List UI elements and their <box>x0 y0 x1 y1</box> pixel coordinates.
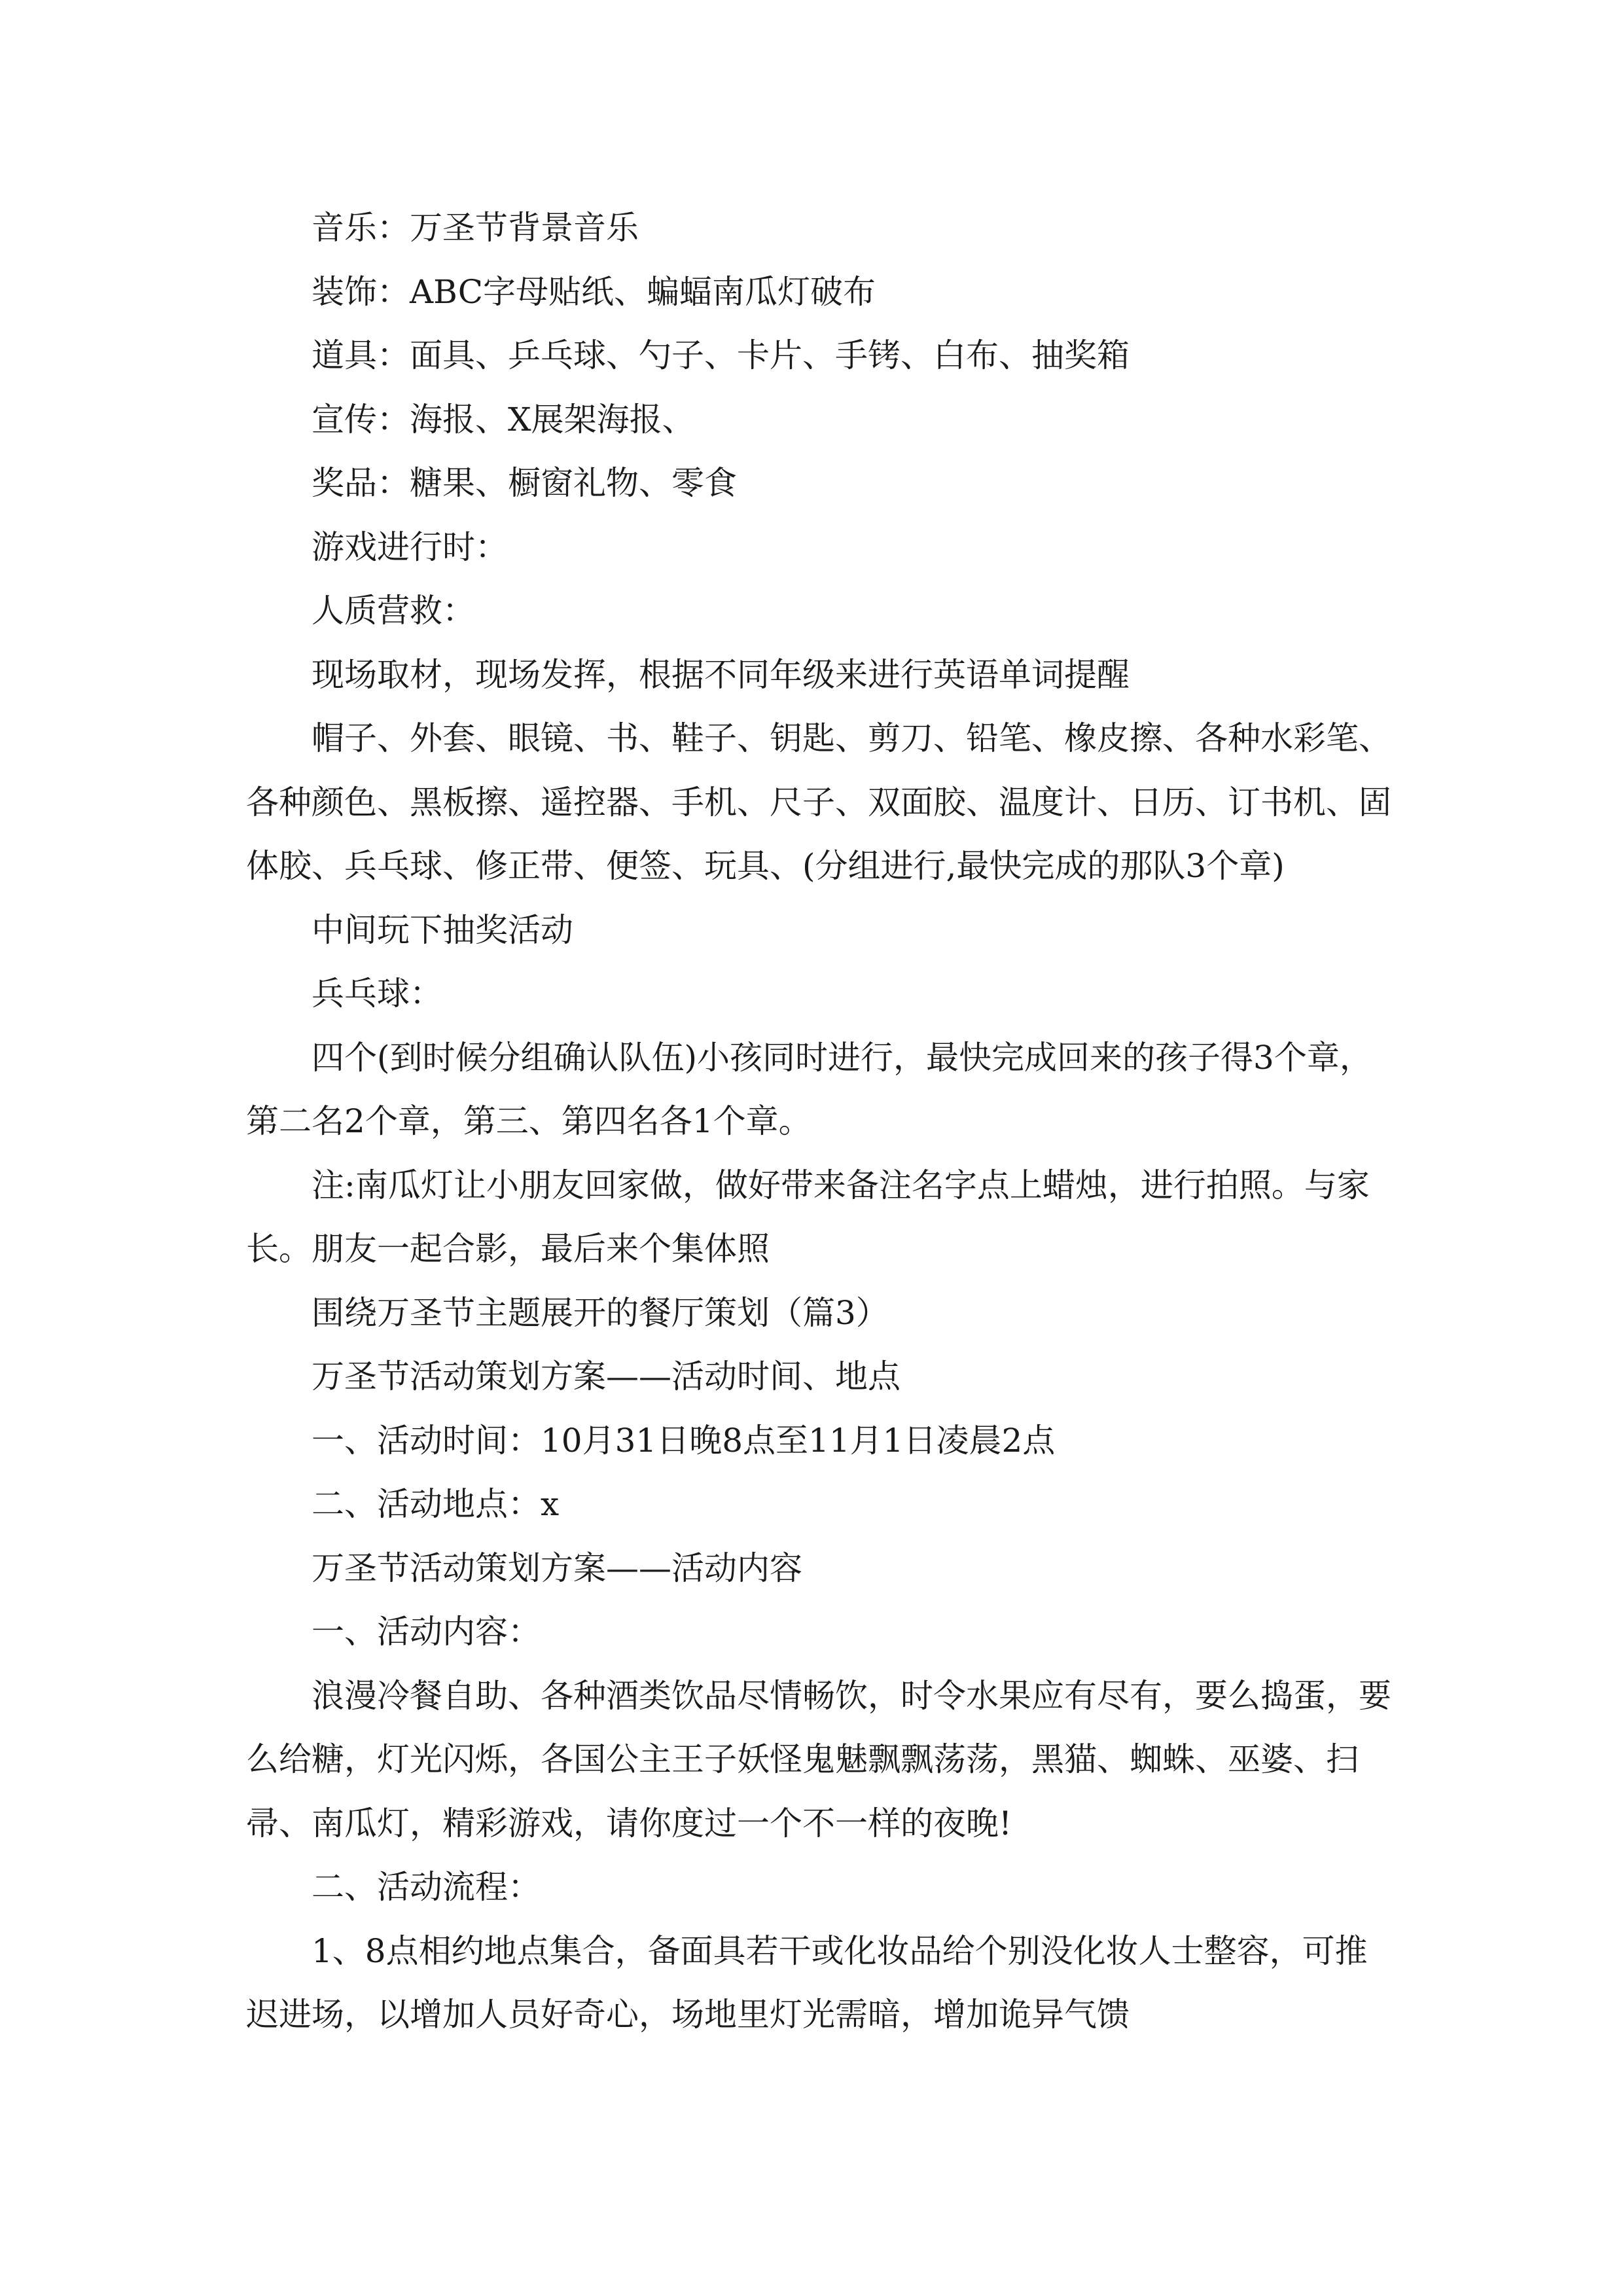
paragraph-process-step-1: 1、8点相约地点集合，备面具若干或化妆品给个别没化妆人士整容，可推迟进场，以增加人员好奇心，场地里灯光需暗，增加诡异气馈 <box>246 1931 1368 2034</box>
paragraph-activity-place: 二、活动地点：x <box>312 1485 560 1523</box>
paragraph-props: 道具：面具、乒乓球、勺子、卡片、手铐、白布、抽奖箱 <box>312 336 1130 374</box>
paragraph-process-heading: 二、活动流程： <box>312 1868 541 1906</box>
paragraph-on-site: 现场取材，现场发挥，根据不同年级来进行英语单词提醒 <box>312 655 1130 694</box>
paragraph-content-heading: 一、活动内容： <box>312 1613 541 1651</box>
paragraph-game-in-progress: 游戏进行时： <box>312 528 508 566</box>
paragraph-note: 注:南瓜灯让小朋友回家做，做好带来备注名字点上蜡烛，进行拍照。与家长。朋友一起合影，最后来个集体照 <box>246 1166 1370 1268</box>
paragraph-lottery: 中间玩下抽奖活动 <box>312 910 573 949</box>
paragraph-content-body: 浪漫冷餐自助、各种酒类饮品尽情畅饮，时令水果应有尽有，要么捣蛋，要么给糖，灯光闪烁，各国公主王子妖怪鬼魅飘飘荡荡，黑猫、蜘蛛、巫婆、扫帚、南瓜灯，精彩游戏，请你度过一个不一样的夜晚! <box>246 1676 1391 1842</box>
paragraph-four-kids: 四个(到时候分组确认队伍)小孩同时进行，最快完成回来的孩子得3个章，第二名2个章，第三、第四名各1个章。 <box>246 1038 1372 1140</box>
paragraph-activity-time: 一、活动时间：10月31日晚8点至11月1日凌晨2点 <box>312 1421 1056 1460</box>
document-body <box>246 196 1398 2047</box>
paragraph-items-list: 帽子、外套、眼镜、书、鞋子、钥匙、剪刀、铅笔、橡皮擦、各种水彩笔、各种颜色、黑板擦、遥控器、手机、尺子、双面胶、温度计、日历、订书机、固体胶、兵乓球、修正带、便签、玩具、(分组进行,最快完成的那队3个章) <box>246 719 1391 885</box>
paragraph-prizes: 奖品：糖果、橱窗礼物、零食 <box>312 464 737 502</box>
paragraph-plan-time-place: 万圣节活动策划方案——活动时间、地点 <box>312 1357 901 1395</box>
paragraph-decoration: 装饰：ABC字母贴纸、蝙蝠南瓜灯破布 <box>312 272 876 311</box>
paragraph-publicity: 宣传：海报、X展架海报、 <box>312 400 695 439</box>
paragraph-ping-pong: 兵乓球： <box>312 975 442 1013</box>
paragraph-plan-content: 万圣节活动策划方案——活动内容 <box>312 1549 802 1587</box>
paragraph-section-title: 围绕万圣节主题展开的餐厅策划（篇3） <box>312 1293 889 1332</box>
paragraph-music: 音乐：万圣节背景音乐 <box>312 209 639 247</box>
paragraph-hostage-rescue: 人质营救： <box>312 592 475 630</box>
